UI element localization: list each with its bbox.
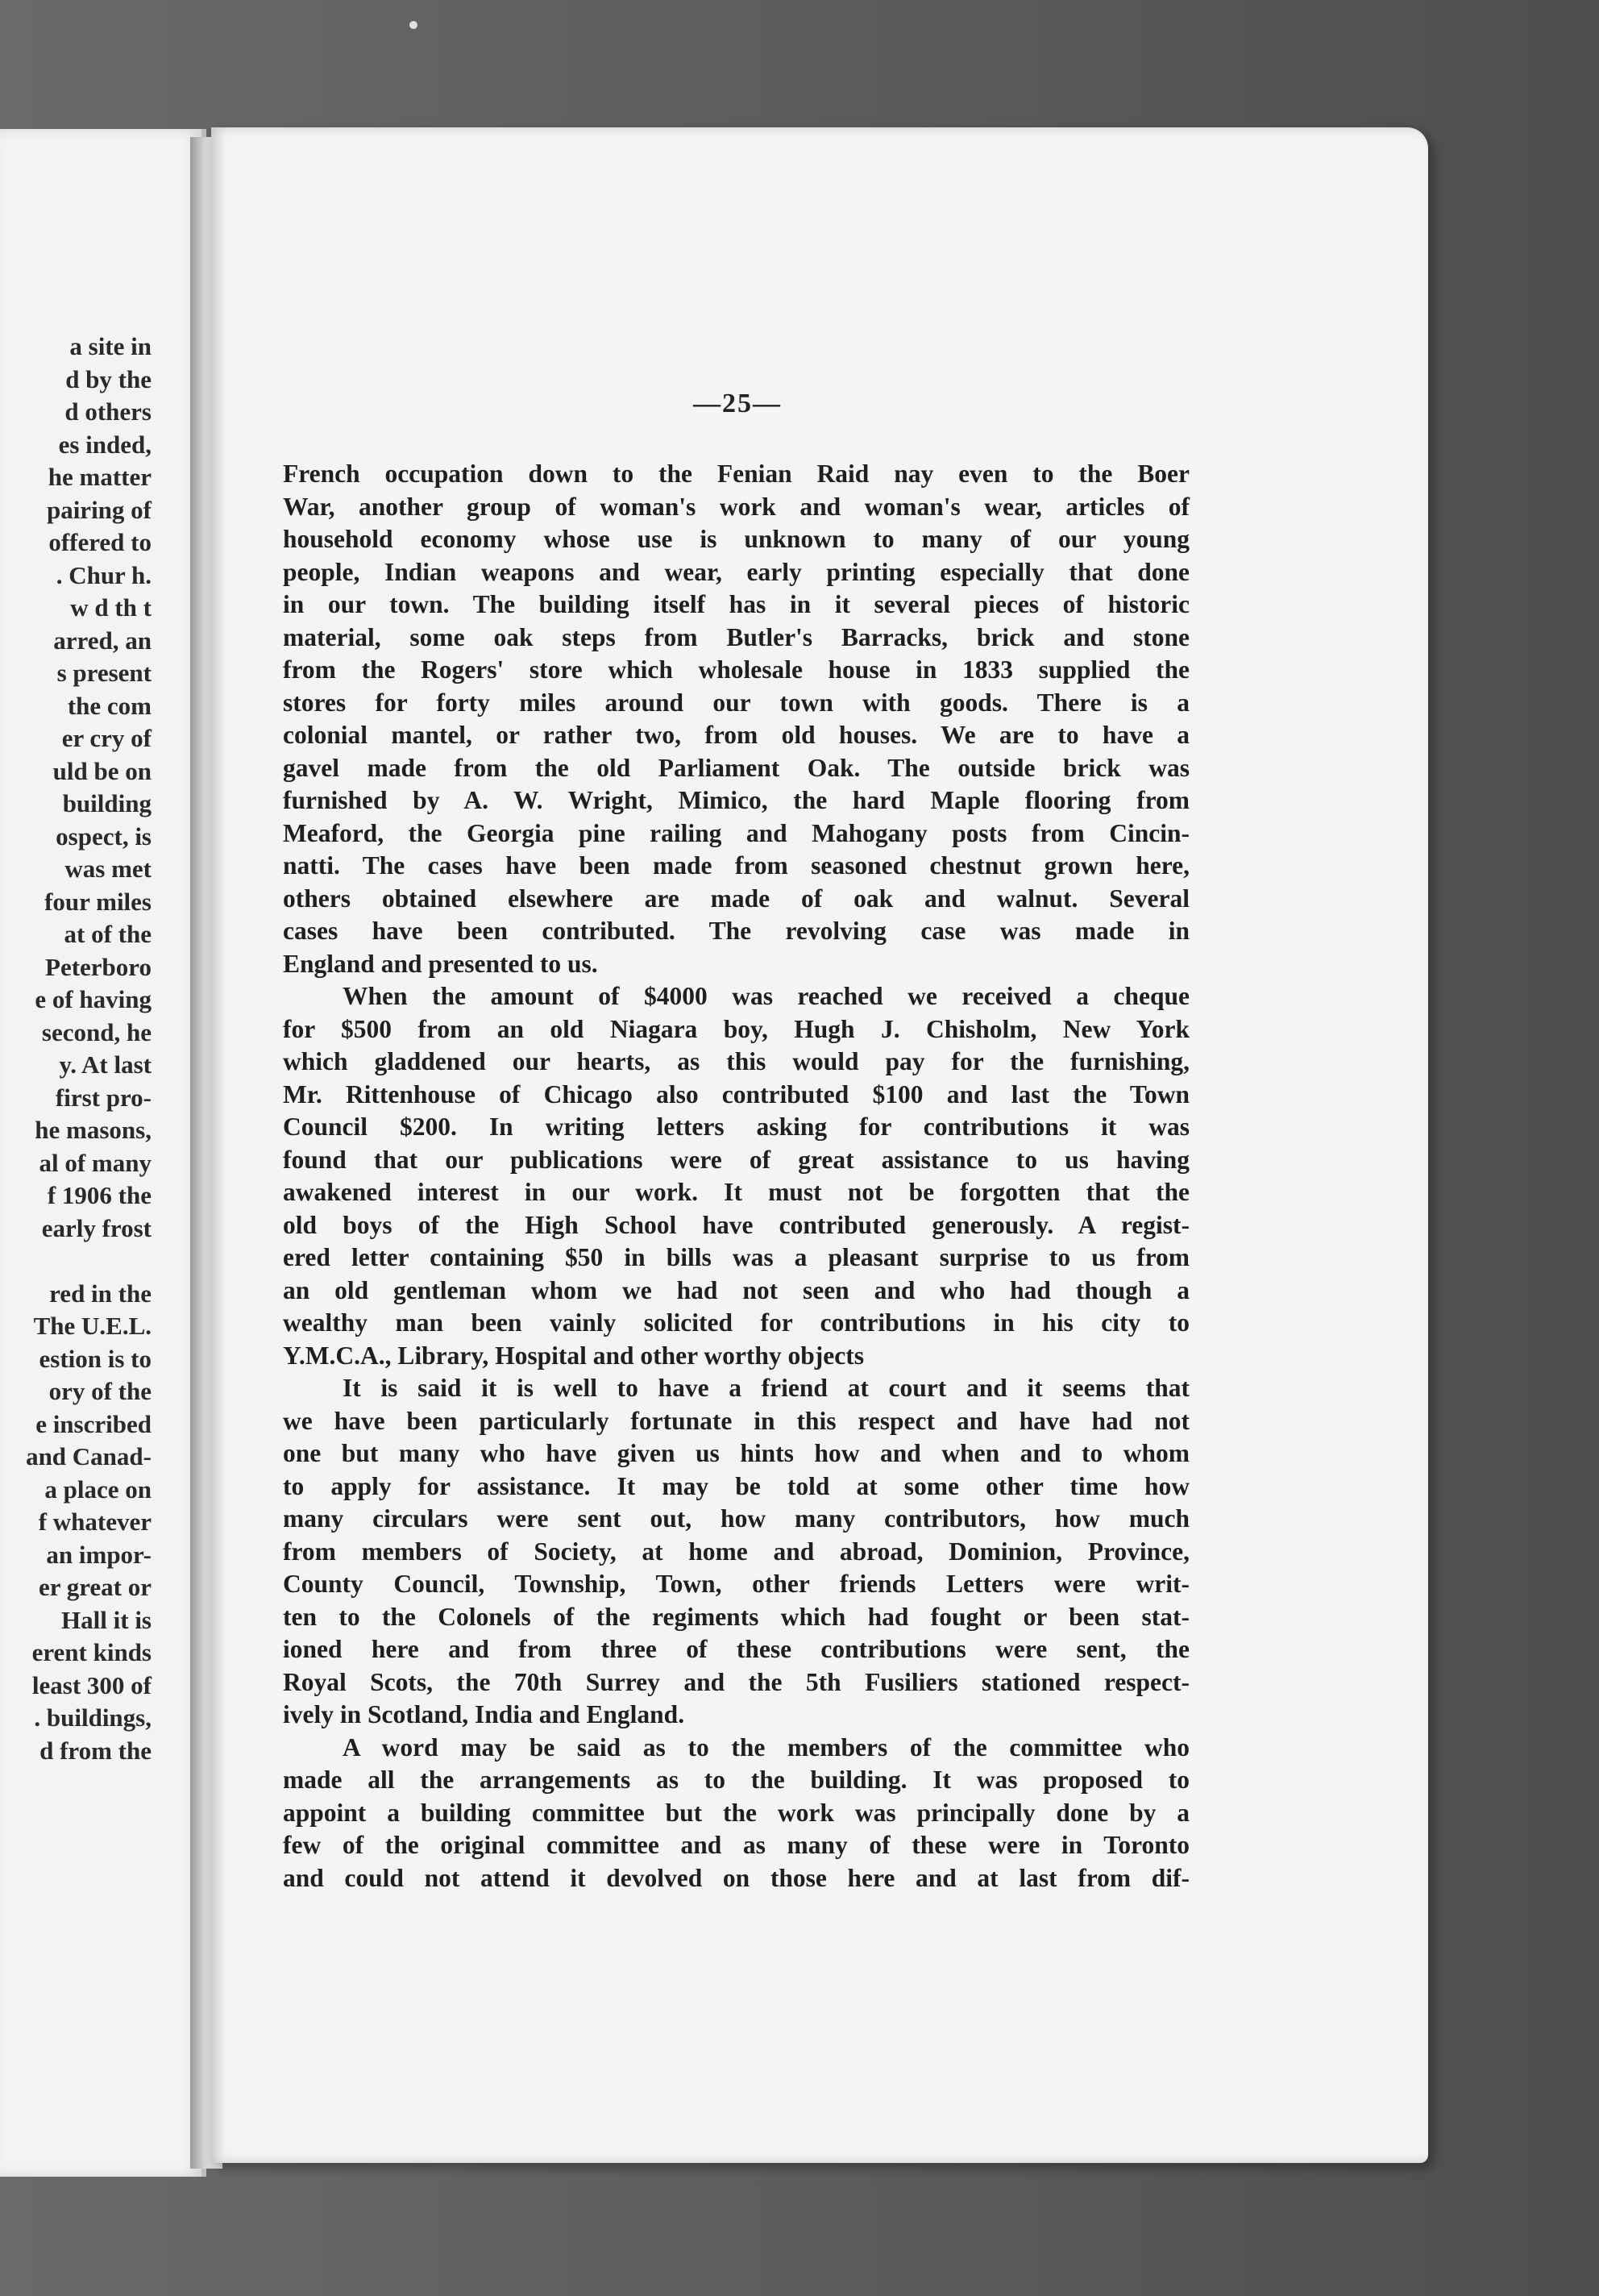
- text-line: awakened interest in our work. It must not be forgotten that the: [283, 1178, 1190, 1206]
- text-line: wealthy man been vainly solicited for contributions in his city to: [283, 1308, 1190, 1337]
- facing-page-line: least 300 of: [31, 1671, 152, 1699]
- text-line: one but many who have given us hints how and when and to whom: [283, 1439, 1190, 1467]
- facing-page-line: er great or: [39, 1573, 152, 1601]
- text-line: material, some oak steps from Butler's Barracks, brick and stone: [283, 623, 1190, 651]
- facing-page-line: w d th t: [70, 593, 152, 622]
- text-line: Mr. Rittenhouse of Chicago also contributed $100 and last the Town: [283, 1080, 1190, 1108]
- facing-page-left: [0, 129, 206, 2177]
- text-line: and could not attend it devolved on those here and at last from dif-: [283, 1864, 1190, 1892]
- facing-page-line: offered to: [48, 528, 152, 556]
- text-line: ively in Scotland, India and England.: [283, 1700, 685, 1728]
- text-line: gavel made from the old Parliament Oak. The outside brick was: [283, 754, 1190, 782]
- text-line: made all the arrangements as to the building. It was proposed to: [283, 1766, 1190, 1794]
- text-line: many circulars were sent out, how many contributors, how much: [283, 1504, 1190, 1533]
- text-line: War, another group of woman's work and woman's wear, articles of: [283, 493, 1190, 521]
- facing-page-line: estion is to: [39, 1345, 152, 1373]
- text-line: from members of Society, at home and abroad, Dominion, Province,: [283, 1537, 1190, 1566]
- facing-page-line: uld be on: [52, 757, 152, 785]
- facing-page-line: Hall it is: [61, 1606, 152, 1634]
- facing-page-line: second, he: [41, 1018, 152, 1046]
- text-line: colonial mantel, or rather two, from old houses. We are to have a: [283, 721, 1190, 749]
- text-line: ioned here and from three of these contributions were sent, the: [283, 1635, 1190, 1663]
- text-line: furnished by A. W. Wright, Mimico, the hard Maple flooring from: [283, 786, 1190, 814]
- facing-page-line: al of many: [39, 1149, 152, 1177]
- text-line: in our town. The building itself has in it several pieces of historic: [283, 590, 1190, 618]
- facing-page-line: early frost: [41, 1214, 152, 1242]
- facing-page-line: and Canad-: [26, 1442, 152, 1470]
- facing-page-line: f 1906 the: [47, 1181, 152, 1209]
- facing-page-line: The U.E.L.: [33, 1312, 152, 1340]
- text-line: Y.M.C.A., Library, Hospital and other worthy objects: [283, 1341, 865, 1370]
- text-line: others obtained elsewhere are made of oak and walnut. Several: [283, 884, 1190, 913]
- facing-page-line: ospect, is: [56, 822, 152, 851]
- text-line: found that our publications were of great assistance to us having: [283, 1146, 1190, 1174]
- facing-page-line: an impor-: [46, 1541, 152, 1569]
- text-line: French occupation down to the Fenian Raid nay even to the Boer: [283, 460, 1190, 488]
- facing-page-line: erent kinds: [31, 1638, 152, 1666]
- text-line: ten to the Colonels of the regiments which had fought or been stat-: [283, 1603, 1190, 1631]
- facing-page-line: er cry of: [61, 724, 152, 752]
- text-line: cases have been contributed. The revolving case was made in: [283, 917, 1190, 945]
- facing-page-line: d by the: [65, 365, 152, 393]
- text-line: Meaford, the Georgia pine railing and Mahogany posts from Cincin-: [283, 819, 1190, 847]
- text-line: few of the original committee and as many of these were in Toronto: [283, 1831, 1190, 1859]
- facing-page-line: d others: [64, 397, 152, 426]
- text-line: It is said it is well to have a friend at court and it seems that: [343, 1374, 1190, 1402]
- facing-page-line: first pro-: [55, 1084, 152, 1112]
- facing-page-line: building: [62, 789, 152, 817]
- facing-page-line: a place on: [44, 1475, 152, 1504]
- facing-page-line: the com: [67, 692, 152, 720]
- facing-page-line: he masons,: [35, 1116, 152, 1144]
- facing-page-line: Peterboro: [45, 953, 152, 981]
- text-line: natti. The cases have been made from seasoned chestnut grown here,: [283, 851, 1190, 880]
- text-line: When the amount of $4000 was reached we received a cheque: [343, 982, 1190, 1010]
- text-line: appoint a building committee but the work was principally done by a: [283, 1799, 1190, 1827]
- facing-page-line: d from the: [39, 1737, 152, 1765]
- facing-page-line: s present: [56, 659, 152, 687]
- facing-page-line: es inded,: [58, 430, 152, 459]
- facing-page-line: e of having: [35, 985, 152, 1013]
- text-line: County Council, Township, Town, other friends Letters were writ-: [283, 1570, 1190, 1598]
- text-line: from the Rogers' store which wholesale house in 1833 supplied the: [283, 655, 1190, 684]
- facing-page-line: e inscribed: [35, 1410, 152, 1438]
- text-line: England and presented to us.: [283, 950, 598, 978]
- facing-page-line: at of the: [64, 920, 152, 948]
- text-line: for $500 from an old Niagara boy, Hugh J. Chisholm, New York: [283, 1015, 1190, 1043]
- facing-page-line: . Chur h.: [56, 561, 152, 589]
- text-line: A word may be said as to the members of the committee who: [343, 1733, 1190, 1762]
- text-line: people, Indian weapons and wear, early printing especially that done: [283, 558, 1190, 586]
- text-line: Council $200. In writing letters asking for contributions it was: [283, 1113, 1190, 1141]
- text-line: household economy whose use is unknown to many of our young: [283, 525, 1190, 553]
- facing-page-line: he matter: [48, 463, 152, 491]
- facing-page-line: y. At last: [59, 1050, 152, 1079]
- text-line: which gladdened our hearts, as this would pay for the furnishing,: [283, 1047, 1190, 1075]
- facing-page-line: arred, an: [53, 626, 152, 655]
- text-line: stores for forty miles around our town with goods. There is a: [283, 688, 1190, 717]
- facing-page-line: was met: [64, 855, 152, 883]
- facing-page-line: a site in: [69, 332, 152, 360]
- text-line: we have been particularly fortunate in this respect and have had not: [283, 1407, 1190, 1435]
- scan-speck: [409, 21, 417, 29]
- text-line: to apply for assistance. It may be told at some other time how: [283, 1472, 1190, 1500]
- text-line: Royal Scots, the 70th Surrey and the 5th Fusiliers stationed respect-: [283, 1668, 1190, 1696]
- text-line: an old gentleman whom we had not seen and who had though a: [283, 1276, 1190, 1304]
- text-line: ered letter containing $50 in bills was a pleasant surprise to us from: [283, 1243, 1190, 1271]
- facing-page-line: four miles: [44, 888, 152, 916]
- facing-page-line: red in the: [49, 1279, 152, 1308]
- page-number: —25—: [693, 389, 782, 418]
- facing-page-line: pairing of: [46, 496, 152, 524]
- facing-page-line: f whatever: [38, 1508, 152, 1536]
- text-line: old boys of the High School have contributed generously. A regist-: [283, 1211, 1190, 1239]
- facing-page-line: ory of the: [48, 1377, 152, 1405]
- facing-page-line: . buildings,: [34, 1703, 152, 1732]
